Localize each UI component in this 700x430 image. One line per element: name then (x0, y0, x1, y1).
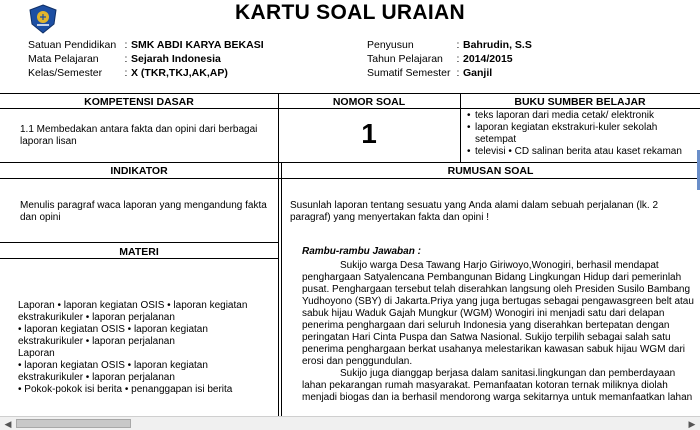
info-label: Sumatif Semester (367, 67, 451, 79)
header-buku-sumber: BUKU SUMBER BELAJAR (514, 96, 646, 108)
table-border (0, 178, 700, 179)
header-indikator: INDIKATOR (110, 165, 168, 177)
table-border (0, 242, 278, 243)
list-item: • teks laporan dari media cetak/ elektronik (466, 110, 696, 122)
info-row-mapel: Mata Pelajaran : Sejarah Indonesia (28, 53, 221, 65)
info-left-block (28, 38, 264, 80)
info-row-tahun: Tahun Pelajaran : 2014/2015 (367, 53, 513, 65)
info-row-kelas: Kelas/Semester : X (TKR,TKJ,AK,AP) (28, 67, 228, 79)
list-item: • Pokok-pokok isi berita • penanggapan isi berita (18, 384, 233, 395)
answer-guide-body (302, 260, 696, 404)
info-label: Satuan Pendidikan (28, 39, 117, 51)
info-label: Mata Pelajaran (28, 53, 99, 65)
list-item: Laporan (18, 348, 55, 359)
info-label: Penyusun (367, 39, 414, 51)
scroll-right-icon[interactable]: ▶ (688, 419, 696, 429)
info-row-sumatif: Sumatif Semester : Ganjil (367, 67, 493, 79)
info-value: 2014/2015 (463, 53, 513, 65)
scrollbar-thumb[interactable] (16, 419, 131, 428)
header-rumusan-soal: RUMUSAN SOAL (447, 165, 534, 177)
table-border (0, 162, 700, 163)
header-nomor-soal: NOMOR SOAL (332, 96, 406, 108)
header-materi: MATERI (119, 246, 159, 258)
info-value: SMK ABDI KARYA BEKASI (131, 39, 264, 51)
book-source-list (466, 110, 696, 158)
info-label: Tahun Pelajaran (367, 53, 443, 65)
answer-paragraph: Sukijo warga Desa Tawang Harjo Giriwoyo,Wonogiri, berhasil mendapat penghargaan Satyalencana Pembangunan Bidang Lingkungan Hidup dari pemerinlah pusat. Penghargaan tersebut telah diserahkan langsung oleh Presiden Susilo Bambang Yudhoyono (SBY) di Jakarta.Priya yang juga bertugas sebagai pengawasgreen belt atau sabuk hijau Waduk Gajah Mungkur (WGM) Wonogiri ini menjadi satu dari delapan penerima penghargaan dari seluruh Indonesia yang diserahkan bertepatan dengan peringatan Hari Cinta Puspa dan Satwa Nasional. Sukijo terpilih sebagai salah satu penerima penghargaan berkat usahanya melestarikan kawasan sabuk hijau WGM dari erosi dan penggundulan. (302, 260, 694, 367)
table-border (0, 258, 278, 259)
indikator-text: Menulis paragraf waca laporan yang mengandung fakta dan opini (20, 200, 267, 223)
answer-paragraph: Sukijo juga dianggap berjasa dalam sanitasi.lingkungan dan pemberdayaan lahan pekarangan rumah masyarakat. Pemanfaatan kotoran ternak miliknya diolah menjadi biogas dan ia berhasil mendorong warga sekitarnya untuk memanfaatkan lahan (302, 368, 693, 403)
list-item: • laporan kegiatan ekstrakuri-kuler sekolah setempat (466, 122, 696, 146)
list-item: • laporan kegiatan OSIS • laporan kegiatan ekstrakurikuler • laporan perjalanan (18, 324, 208, 347)
info-value: Bahrudin, S.S (463, 39, 532, 51)
header-kompetensi-dasar: KOMPETENSI DASAR (84, 96, 194, 108)
materi-list (18, 300, 273, 396)
info-row-satuan: Satuan Pendidikan : SMK ABDI KARYA BEKASI (28, 39, 264, 51)
table-border (278, 93, 279, 416)
question-number: 1 (361, 118, 377, 149)
table-border (0, 93, 700, 94)
list-item: Laporan • laporan kegiatan OSIS • laporan kegiatan ekstrakurikuler • laporan perjalanan (18, 300, 248, 323)
scroll-left-icon[interactable]: ◀ (4, 419, 12, 429)
info-value: Sejarah Indonesia (131, 53, 221, 65)
list-item: • laporan kegiatan OSIS • laporan kegiatan ekstrakurikuler • laporan perjalanan (18, 360, 208, 383)
info-value: X (TKR,TKJ,AK,AP) (131, 67, 228, 79)
horizontal-scrollbar[interactable] (0, 416, 700, 430)
kompetensi-text: 1.1 Membedakan antara fakta dan opini dari berbagai laporan lisan (20, 124, 258, 147)
answer-guide-title: Rambu-rambu Jawaban : (302, 246, 421, 257)
info-right-block (367, 38, 532, 80)
rumusan-text: Susunlah laporan tentang sesuatu yang Anda alami dalam sebuah perjalanan (lk. 2 paragraf) yang menyertakan fakta dan opini ! (290, 200, 659, 223)
table-border (281, 162, 282, 416)
list-item: • televisi • CD salinan berita atau kaset rekaman (466, 146, 696, 158)
info-value: Ganjil (463, 67, 493, 79)
info-row-penyusun: Penyusun : Bahrudin, S.S (367, 39, 532, 51)
info-label: Kelas/Semester (28, 67, 103, 79)
table-border (0, 108, 700, 109)
page-title: KARTU SOAL URAIAN (235, 1, 465, 24)
